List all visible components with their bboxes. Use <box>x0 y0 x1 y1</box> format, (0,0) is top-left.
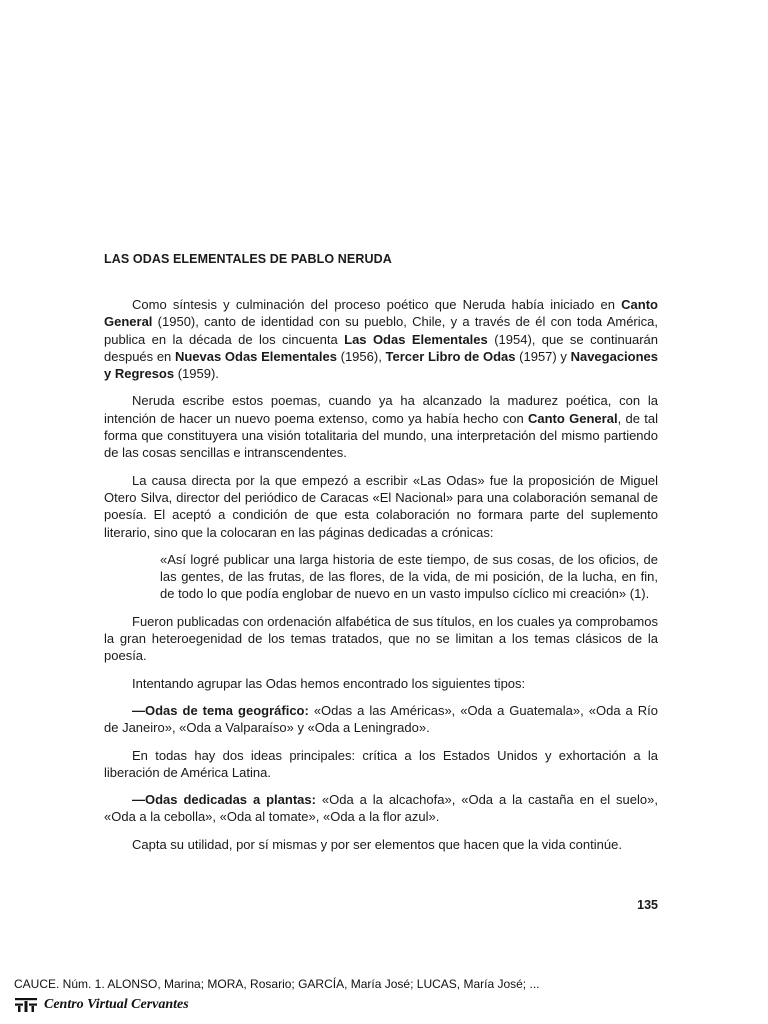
body-paragraph <box>104 296 658 382</box>
text-run: «Odas a las Américas», «Oda a Guatemala», «Oda a Río de Janeiro», «Oda a Valparaíso» y «Oda a Leningrado». <box>104 702 659 736</box>
text-run: Como síntesis y culminación del proceso poético que Neruda había iniciado en <box>132 297 622 312</box>
publisher-name: Centro Virtual Cervantes <box>44 997 189 1012</box>
body-paragraph <box>104 836 658 853</box>
body-paragraph <box>104 702 658 737</box>
page-number: 135 <box>637 898 658 912</box>
block-quote <box>160 551 658 603</box>
body-paragraph <box>104 747 658 782</box>
text-run: Intentando agrupar las Odas hemos encontrado los siguientes tipos: <box>132 675 526 691</box>
text-run: «Así logré publicar una larga historia de este tiempo, de sus cosas, de los oficios, de las gentes, de las frutas, de las flores, de la vida, de mi posición, de la lucha, en fin, de todo lo que podía englobar de nuevo en un vasto impulso cíclico mi creación» (1). <box>160 551 658 602</box>
article-title: LAS ODAS ELEMENTALES DE PABLO NERUDA <box>104 252 392 266</box>
bold-text: Las Odas Elementales <box>344 331 488 347</box>
bold-text: —Odas dedicadas a plantas: <box>132 792 316 808</box>
bold-text: Navegaciones y Regresos <box>104 348 659 382</box>
bold-text: Canto General <box>104 297 658 330</box>
cvc-logo-icon <box>14 997 38 1013</box>
article-body <box>104 296 658 863</box>
bold-text: Canto General <box>528 410 618 426</box>
text-run: «Oda a la alcachofa», «Oda a la castaña en el suelo», «Oda a la cebolla», «Oda al tomate», «Oda a la flor azul». <box>104 792 658 825</box>
body-paragraph <box>104 613 658 665</box>
text-run: Neruda escribe estos poemas, cuando ya ha alcanzado la madurez poética, con la intención de hacer un nuevo poema extenso, como ya había hecho con <box>104 393 658 426</box>
body-paragraph <box>104 791 658 826</box>
text-run: , de tal forma que constituyera una visión totalitaria del mundo, una interpretación del mismo partiendo de las cosas sencillas e intranscendentes. <box>104 410 658 461</box>
text-run: Fueron publicadas con ordenación alfabética de sus títulos, en los cuales ya comprobamos la gran heteroegenidad de los temas tratados, que no se limitan a los temas clásicos de la poesía. <box>104 613 658 664</box>
text-run: (1959). <box>174 366 219 382</box>
text-run: (1954), que se continuarán después en <box>104 331 659 364</box>
text-run: (1957) y <box>515 348 571 364</box>
body-paragraph <box>104 472 658 541</box>
bold-text: Nuevas Odas Elementales <box>174 348 337 364</box>
text-run: (1950), canto de identidad con su pueblo, Chile, y a través de él con toda América, publica en la década de los cincuenta <box>104 314 658 347</box>
text-run: Capta su utilidad, por sí mismas y por ser elementos que hacen que la vida continúe. <box>132 836 622 852</box>
text-run: En todas hay dos ideas principales: crítica a los Estados Unidos y exhortación a la liberación de América Latina. <box>104 747 658 780</box>
bold-text: —Odas de tema geográfico: <box>132 702 309 718</box>
bold-text: Tercer Libro de Odas <box>385 348 516 364</box>
text-run: La causa directa por la que empezó a escribir «Las Odas» fue la proposición de Miguel Otero Silva, director del periódico de Caracas «El Nacional» para una colaboración semanal de poesía. El aceptó a condición de que esta colaboración no formara parte del suplemento literario, sino que la colocaran en las páginas dedicadas a crónicas: <box>104 472 658 540</box>
body-paragraph <box>104 392 658 461</box>
citation-footer: CAUCE. Núm. 1. ALONSO, Marina; MORA, Rosario; GARCÍA, María José; LUCAS, María José; ... <box>14 977 540 991</box>
text-run: (1956), <box>336 348 386 364</box>
publisher-footer <box>14 997 189 1013</box>
body-paragraph <box>104 675 658 692</box>
